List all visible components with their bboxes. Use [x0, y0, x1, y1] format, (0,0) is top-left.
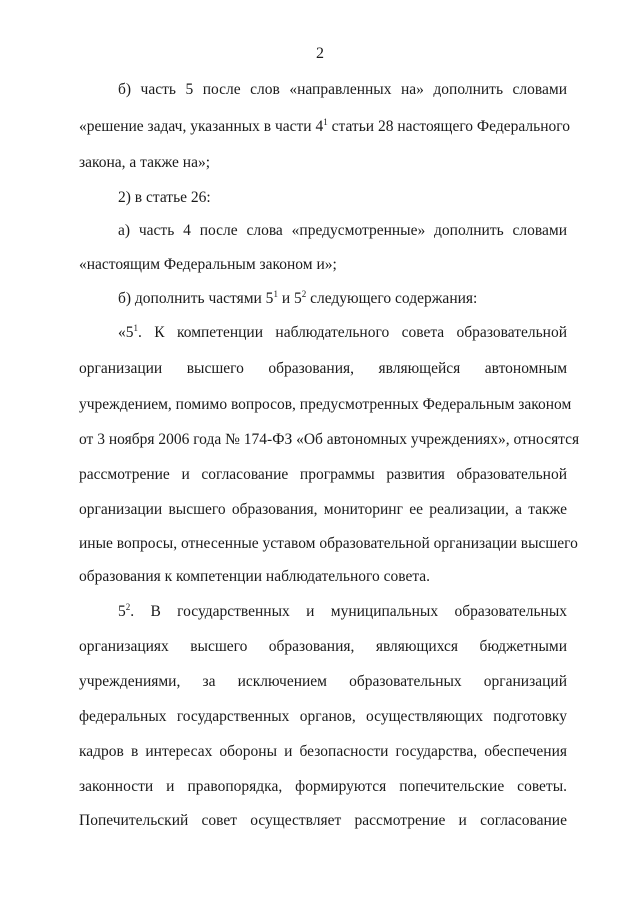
text-segment: «5: [118, 324, 134, 341]
text-line: организациях высшего образования, являющихся бюджетными: [79, 638, 567, 655]
page-number: 2: [316, 45, 324, 62]
text-line: [79, 289, 567, 309]
text-line: рассмотрение и согласование программы развития образовательной: [79, 466, 567, 483]
text-line: [79, 602, 567, 622]
text-line: [79, 117, 570, 137]
text-line: б) часть 5 после слов «направленных на» дополнить словами: [118, 81, 567, 98]
text-segment: б) дополнить частями 5: [118, 290, 274, 307]
text-line: Попечительский совет осуществляет рассмотрение и согласование: [79, 812, 567, 829]
text-line: учреждением, помимо вопросов, предусмотренных Федеральным законом: [79, 396, 572, 413]
text-line: от 3 ноября 2006 года № 174-ФЗ «Об автономных учреждениях», относятся: [79, 431, 580, 448]
text-line: федеральных государственных органов, осуществляющих подготовку: [79, 708, 567, 725]
text-segment: . В государственных и муниципальных образовательных: [130, 603, 567, 620]
text-segment: следующего содержания:: [306, 290, 478, 307]
text-line: организации высшего образования, являющейся автономным: [79, 360, 567, 377]
text-line: образования к компетенции наблюдательного совета.: [79, 568, 431, 585]
superscript: 1: [273, 289, 278, 299]
text-line: 2) в статье 26:: [118, 189, 211, 206]
text-line: иные вопросы, отнесенные уставом образовательной организации высшего: [79, 535, 578, 552]
superscript: 2: [125, 602, 131, 612]
text-line: учреждениями, за исключением образовательных организаций: [79, 673, 567, 690]
text-line: [79, 323, 567, 343]
text-line: «настоящим Федеральным законом и»;: [79, 256, 337, 273]
text-segment: . К компетенции наблюдательного совета образовательной: [138, 324, 567, 341]
text-segment: статьи 28 настоящего Федерального: [327, 118, 570, 135]
text-segment: 5: [118, 603, 126, 620]
text-line: кадров в интересах обороны и безопасности государства, обеспечения: [79, 743, 567, 760]
superscript: 1: [133, 323, 138, 333]
text-line: а) часть 4 после слова «предусмотренные» дополнить словами: [118, 222, 567, 239]
superscript: 1: [323, 117, 328, 127]
text-line: законности и правопорядка, формируются попечительские советы.: [79, 778, 567, 795]
text-segment: и 5: [277, 290, 302, 307]
text-segment: «решение задач, указанных в части 4: [79, 118, 324, 135]
superscript: 2: [301, 289, 307, 299]
text-line: закона, а также на»;: [79, 154, 211, 171]
text-line: организации высшего образования, мониторинг ее реализации, а также: [79, 501, 567, 518]
